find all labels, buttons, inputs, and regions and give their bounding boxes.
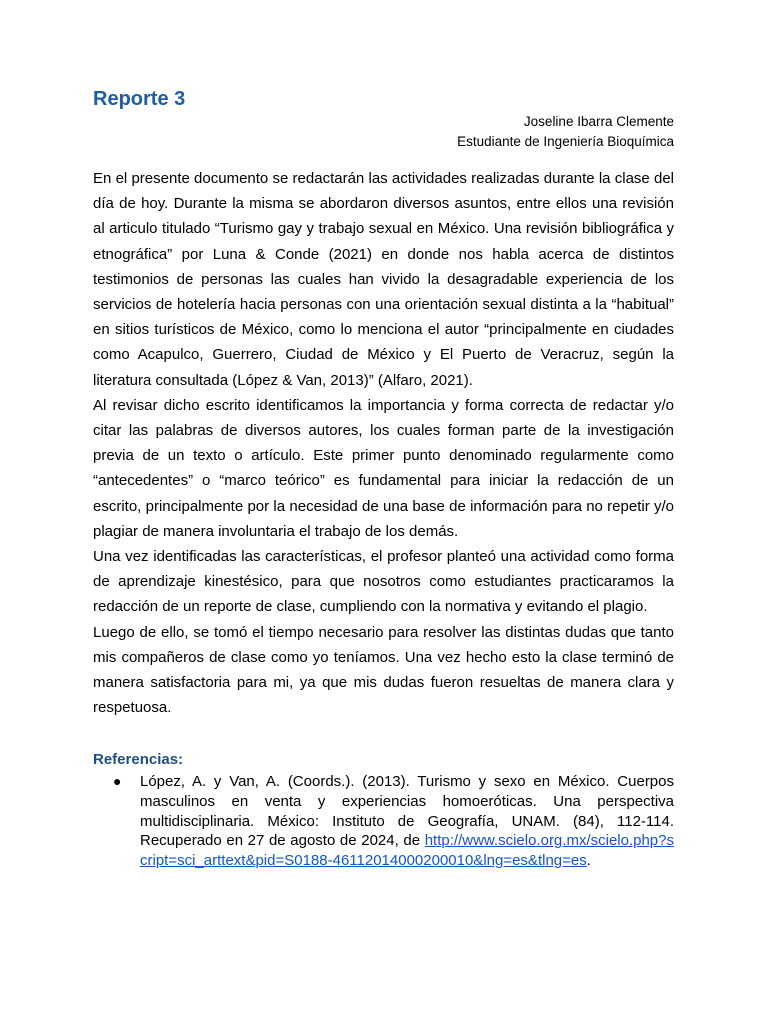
paragraph: Al revisar dicho escrito identificamos la importancia y forma correcta de redactar y/o citar las palabras de diversos autores, los cuales forman parte de la investigación previa de un texto o artículo. Este primer punto denominado regularmente como “antecedentes” o “marco teórico” es fundamental para iniciar la redacción de un escrito, principalmente por la necesidad de una base de información para no repetir y/o plagiar de manera involuntaria el trabajo de los demás. bbox=[93, 396, 674, 540]
document-title: Reporte 3 bbox=[93, 88, 186, 110]
reference-link[interactable]: http://www.scielo.org.mx/scielo.php?script=sci_arttext&pid=S0188-46112014000200010&lng=es&tlng=es bbox=[140, 832, 674, 869]
author-name: Joseline Ibarra Clemente bbox=[523, 114, 674, 129]
references-list bbox=[93, 772, 674, 870]
paragraph: Luego de ello, se tomó el tiempo necesario para resolver las distintas dudas que tanto mis compañeros de clase como yo teníamos. Una vez hecho esto la clase terminó de manera satisfactoria para mi, ya que mis dudas fueron resueltas de manera clara y respetuosa. bbox=[93, 623, 674, 717]
reference-item bbox=[93, 772, 674, 870]
references-heading: Referencias: bbox=[93, 751, 184, 769]
reference-suffix: . bbox=[586, 851, 591, 869]
reference-text: López, A. y Van, A. (Coords.). (2013). Turismo y sexo en México. Cuerpos masculinos en venta y experiencias homoeróticas. Una perspectiva multidisciplinaria. México: Instituto de Geografía, UNAM. (84), 112-114. Recuperado en 27 de agosto de 2024, de bbox=[140, 773, 674, 850]
paragraph: Una vez identificadas las características, el profesor planteó una actividad como forma de aprendizaje kinestésico, para que nosotros como estudiantes practicaramos la redacción de un reporte de clase, cumpliendo con la normativa y evitando el plagio. bbox=[93, 548, 674, 616]
author-role: Estudiante de Ingeniería Bioquímica bbox=[457, 134, 674, 149]
bullet-icon: ● bbox=[113, 773, 122, 790]
document-page bbox=[93, 86, 674, 870]
document-body bbox=[93, 166, 674, 720]
author-block bbox=[93, 112, 674, 152]
paragraph: En el presente documento se redactarán las actividades realizadas durante la clase del día de hoy. Durante la misma se abordaron diversos asuntos, entre ellos una revisión al articulo titulado “Turismo gay y trabajo sexual en México. Una revisión bibliográfica y etnográfica” por Luna & Conde (2021) en donde nos habla acerca de distintos testimonios de personas las cuales han vivido la desagradable experiencia de los servicios de hotelería hacia personas con una orientación sexual distinta a la “habitual” en sitios turísticos de México, como lo menciona el autor “principalmente en ciudades como Acapulco, Guerrero, Ciudad de México y El Puerto de Veracruz, según la literatura consultada (López & Van, 2013)” (Alfaro, 2021). bbox=[93, 170, 674, 389]
